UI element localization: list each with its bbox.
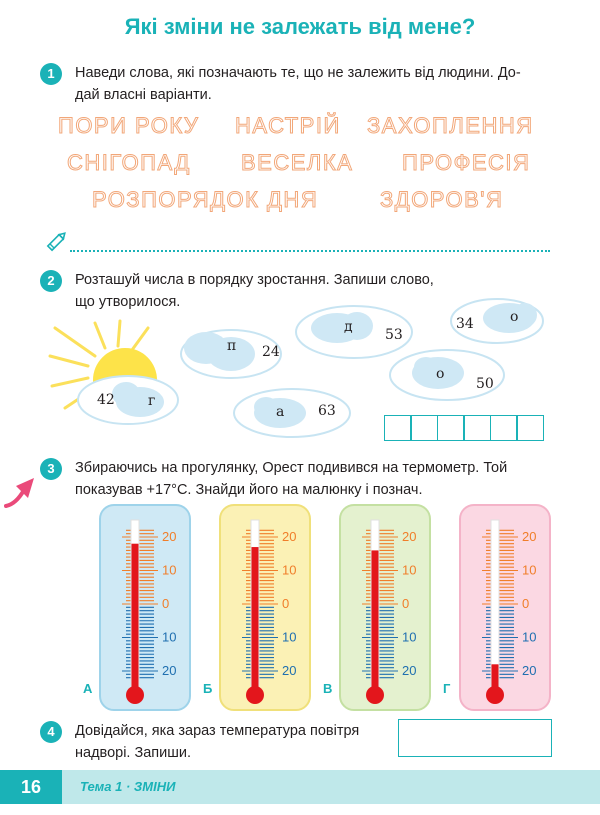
thermometer-label: Б bbox=[203, 681, 213, 696]
task-2-number: 2 bbox=[40, 270, 62, 292]
word-health[interactable]: ЗДОРОВ'Я bbox=[380, 187, 504, 212]
scale-label: 20 bbox=[282, 663, 297, 678]
mercury-bulb bbox=[126, 686, 144, 704]
thermometer-label: Г bbox=[443, 681, 451, 696]
mercury-bulb bbox=[246, 686, 264, 704]
scale-label: 10 bbox=[522, 562, 537, 578]
cloud-5-letter: г bbox=[148, 393, 156, 409]
scale-label: 20 bbox=[402, 529, 417, 544]
cloud-6-number: 63 bbox=[318, 403, 336, 419]
mercury-column bbox=[372, 550, 379, 690]
task-1-text-line-1: Наведи слова, які позначають те, що не залежить від людини. До- bbox=[75, 65, 521, 81]
task-1-number: 1 bbox=[40, 63, 62, 85]
scale-label: 10 bbox=[282, 562, 297, 578]
scale-label: 10 bbox=[162, 629, 177, 645]
scale-label: 10 bbox=[522, 629, 537, 645]
temperature-answer-box[interactable] bbox=[398, 719, 552, 757]
cloud-1-letter: п bbox=[227, 338, 237, 354]
scale-label: 0 bbox=[162, 596, 170, 611]
cloud-6-letter: а bbox=[276, 404, 285, 420]
thermometer-label: А bbox=[83, 681, 93, 696]
scale-label: 20 bbox=[162, 663, 177, 678]
cloud-2-letter: д bbox=[344, 319, 353, 335]
task-3-number: 3 bbox=[40, 458, 62, 480]
scale-label: 20 bbox=[282, 529, 297, 544]
cloud-3-number: 34 bbox=[456, 316, 474, 332]
task-4-text-line-1: Довідайся, яка зараз температура повітря bbox=[75, 723, 360, 739]
mercury-column bbox=[252, 547, 259, 690]
task-3-text-line-2: показував +17°С. Знайди його на малюнку і познач. bbox=[75, 482, 423, 498]
cloud-4-number: 50 bbox=[476, 376, 494, 392]
task-2-text-line-2: що утворилося. bbox=[75, 294, 181, 310]
mercury-column bbox=[132, 544, 139, 690]
word-daily-routine[interactable]: РОЗПОРЯДОК ДНЯ bbox=[92, 187, 319, 212]
task-4-number: 4 bbox=[40, 721, 62, 743]
word-rainbow[interactable]: ВЕСЕЛКА bbox=[241, 150, 354, 175]
cloud-1-number: 24 bbox=[262, 344, 280, 360]
scale-label: 10 bbox=[402, 629, 417, 645]
thermometer-label: В bbox=[323, 681, 333, 696]
scale-label: 20 bbox=[402, 663, 417, 678]
scale-label: 20 bbox=[522, 529, 537, 544]
mercury-bulb bbox=[486, 686, 504, 704]
scale-label: 0 bbox=[402, 596, 410, 611]
scale-label: 0 bbox=[282, 596, 290, 611]
task-1-text-line-2: дай власні варіанти. bbox=[75, 87, 212, 103]
scale-label: 10 bbox=[282, 629, 297, 645]
cloud-3-letter: о bbox=[510, 309, 519, 325]
task-2-text-line-1: Розташуй числа в порядку зростання. Запиши слово, bbox=[75, 272, 434, 288]
scale-label: 20 bbox=[162, 529, 177, 544]
word-hobby[interactable]: ЗАХОПЛЕННЯ bbox=[367, 113, 534, 138]
scale-label: 10 bbox=[402, 562, 417, 578]
mercury-bulb bbox=[366, 686, 384, 704]
footer-theme: Тема 1 · ЗМІНИ bbox=[80, 779, 176, 794]
word-seasons[interactable]: ПОРИ РОКУ bbox=[58, 113, 200, 138]
page-title: Які зміни не залежать від мене? bbox=[124, 14, 476, 39]
task-3-text-line-1: Збираючись на прогулянку, Орест подивився на термометр. Той bbox=[75, 460, 508, 476]
word-profession[interactable]: ПРОФЕСІЯ bbox=[402, 150, 531, 175]
scale-label: 10 bbox=[162, 562, 177, 578]
word-mood[interactable]: НАСТРІЙ bbox=[235, 113, 341, 138]
cloud-2-number: 53 bbox=[385, 327, 403, 343]
page-number: 16 bbox=[0, 770, 62, 804]
cloud-5-number: 42 bbox=[97, 392, 115, 408]
word-snowfall[interactable]: СНІГОПАД bbox=[67, 150, 191, 175]
scale-label: 0 bbox=[522, 596, 530, 611]
scale-label: 20 bbox=[522, 663, 537, 678]
cloud-4-letter: о bbox=[436, 366, 445, 382]
task-4-text-line-2: надворі. Запиши. bbox=[75, 745, 192, 761]
